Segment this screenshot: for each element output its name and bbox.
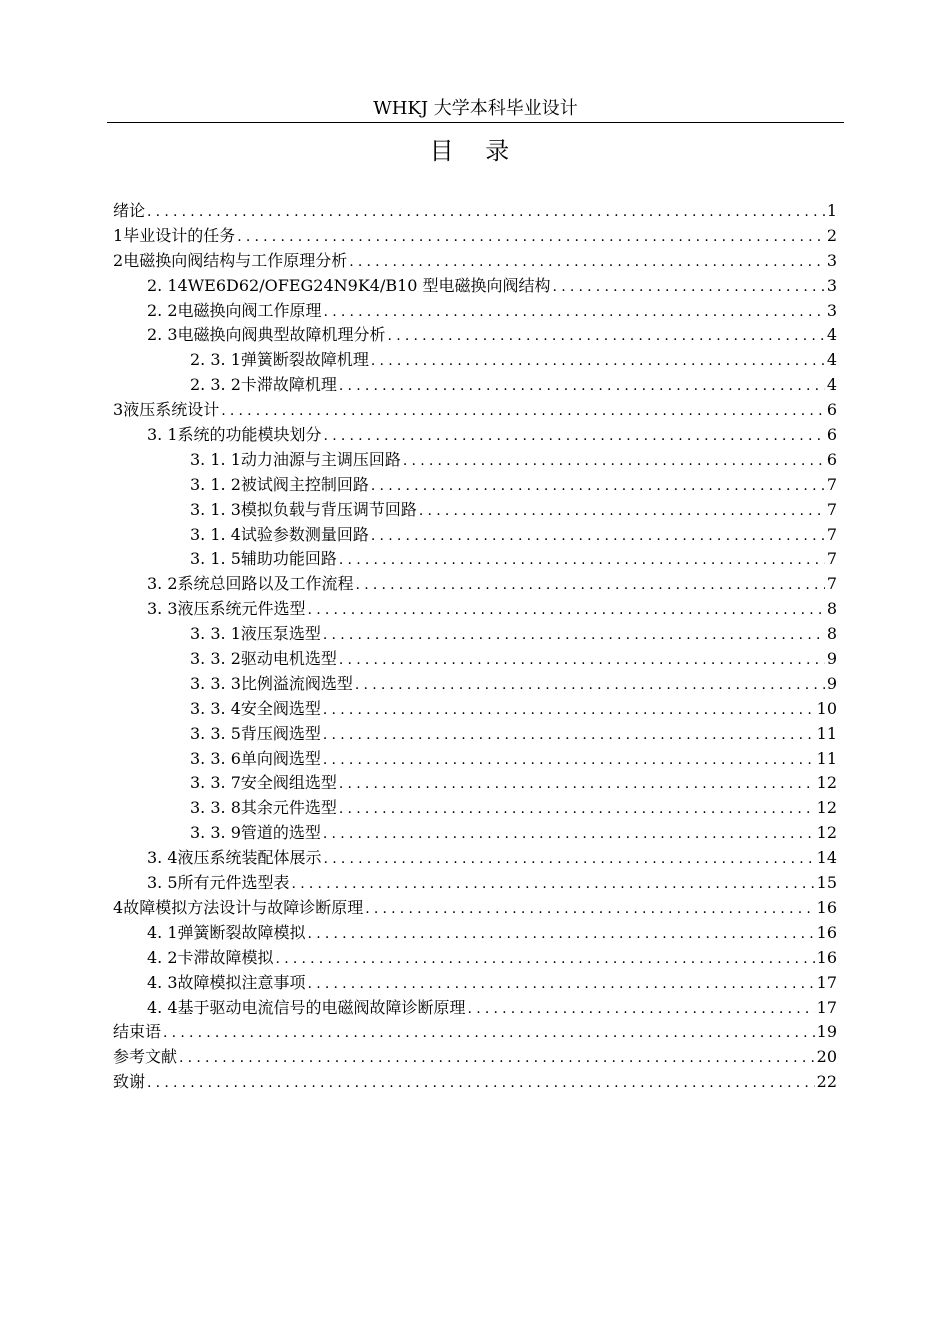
toc-entry[interactable] — [113, 821, 837, 846]
toc-dot-leader — [321, 698, 815, 723]
toc-entry-page: 14 — [816, 848, 837, 868]
toc-entry-page: 3 — [826, 275, 837, 295]
toc-entry-number: 3. 1 — [147, 425, 178, 445]
toc-entry-page: 2 — [826, 225, 837, 245]
toc-entry[interactable] — [113, 373, 837, 398]
toc-dot-leader — [386, 324, 825, 349]
toc-entry-title: 故障模拟方法设计与故障诊断原理 — [123, 897, 364, 917]
toc-dot-leader — [551, 275, 825, 300]
toc-entry-title: 所有元件选型表 — [177, 873, 290, 893]
toc-entry-page: 9 — [826, 673, 837, 693]
toc-dot-leader — [417, 499, 825, 524]
toc-dot-leader — [369, 524, 825, 549]
toc-dot-leader — [145, 200, 825, 225]
toc-entry-page: 17 — [816, 972, 837, 992]
toc-entry[interactable] — [113, 398, 837, 423]
toc-entry[interactable] — [113, 523, 837, 548]
toc-entry-title: 驱动电机选型 — [240, 649, 337, 669]
toc-dot-leader — [321, 822, 815, 847]
toc-entry-number: 3. 3. 3 — [190, 673, 241, 693]
toc-entry-title: 4WE6D62/OFEG24N9K4/B10 型电磁换向阀结构 — [177, 275, 551, 295]
toc-entry[interactable] — [113, 647, 837, 672]
toc-entry[interactable] — [113, 1020, 837, 1045]
toc-dot-leader — [347, 250, 825, 275]
toc-entry-number: 3. 3. 9 — [190, 823, 241, 843]
toc-entry-title: 系统的功能模块划分 — [177, 425, 322, 445]
toc-entry-page: 16 — [816, 947, 837, 967]
toc-dot-leader — [354, 573, 825, 598]
toc-dot-leader — [353, 673, 825, 698]
toc-entry-page: 3 — [826, 250, 837, 270]
toc-entry-title: 背压阀选型 — [240, 723, 321, 743]
toc-entry-page: 11 — [816, 723, 837, 743]
toc-entry-page: 8 — [826, 624, 837, 644]
toc-entry-page: 9 — [826, 649, 837, 669]
toc-entry[interactable] — [113, 498, 837, 523]
toc-dot-leader — [321, 748, 815, 773]
toc-entry-number: 3. 5 — [147, 873, 178, 893]
toc-entry-number: 3. 3. 1 — [190, 624, 241, 644]
toc-entry-title: 弹簧断裂故障机理 — [240, 350, 369, 370]
toc-entry-page: 12 — [816, 798, 837, 818]
toc-entry-page: 6 — [826, 425, 837, 445]
toc-entry[interactable] — [113, 299, 837, 324]
toc-entry-page: 6 — [826, 449, 837, 469]
toc-entry-page: 12 — [816, 773, 837, 793]
toc-entry[interactable] — [113, 971, 837, 996]
toc-entry-page: 7 — [826, 549, 837, 569]
toc-dot-leader — [290, 872, 815, 897]
toc-entry-number: 2. 2 — [147, 300, 178, 320]
toc-entry-number: 4. 1 — [147, 922, 178, 942]
toc-dot-leader — [369, 349, 825, 374]
toc-dot-leader — [337, 374, 825, 399]
toc-entry[interactable] — [113, 199, 837, 224]
toc-entry-number: 3. 3 — [147, 599, 178, 619]
toc-entry-title: 系统总回路以及工作流程 — [177, 574, 354, 594]
toc-entry-number: 2. 3. 1 — [190, 350, 241, 370]
toc-entry-title: 参考文献 — [113, 1047, 178, 1067]
toc-dot-leader — [369, 474, 825, 499]
toc-entry-number: 4 — [113, 897, 124, 917]
toc-dot-leader — [321, 623, 825, 648]
toc-dot-leader — [235, 225, 825, 250]
toc-dot-leader — [219, 399, 825, 424]
toc-entry-number: 2. 3 — [147, 325, 178, 345]
toc-entry-number: 4. 4 — [147, 997, 178, 1017]
toc-entry-number: 3. 2 — [147, 574, 178, 594]
toc-entry[interactable] — [113, 896, 837, 921]
toc-entry-page: 7 — [826, 524, 837, 544]
toc-entry-title: 绪论 — [113, 201, 146, 220]
toc-entry-title: 模拟负载与背压调节回路 — [240, 499, 417, 519]
toc-entry[interactable] — [113, 572, 837, 597]
toc-entry[interactable] — [113, 946, 837, 971]
toc-entry-number: 2 — [113, 250, 124, 270]
toc-dot-leader — [322, 847, 815, 872]
toc-entry-number: 3. 1. 5 — [190, 549, 241, 569]
toc-entry[interactable] — [113, 672, 837, 697]
toc-entry-title: 动力油源与主调压回路 — [240, 449, 401, 469]
toc-entry-number: 3. 1. 2 — [190, 474, 241, 494]
toc-entry-number: 3. 3. 5 — [190, 723, 241, 743]
toc-entry-number: 2. 1 — [147, 275, 178, 295]
toc-entry[interactable] — [113, 996, 837, 1021]
toc-entry[interactable] — [113, 747, 837, 772]
toc-entry-number: 3 — [113, 400, 124, 420]
toc-entry-number: 3. 1. 3 — [190, 499, 241, 519]
toc-dot-leader — [145, 1071, 815, 1096]
toc-dot-leader — [401, 449, 825, 474]
toc-entry-number: 2. 3. 2 — [190, 375, 241, 395]
toc-entry-title: 液压系统装配体展示 — [177, 848, 322, 868]
toc-entry-title: 比例溢流阀选型 — [240, 673, 353, 693]
toc-entry-page: 7 — [826, 574, 837, 594]
toc-entry-number: 3. 3. 4 — [190, 698, 241, 718]
toc-dot-leader — [177, 1046, 815, 1071]
toc-entry[interactable] — [113, 796, 837, 821]
toc-entry-title: 结束语 — [113, 1022, 162, 1042]
toc-entry[interactable] — [113, 423, 837, 448]
page-header: WHKJ 大学本科毕业设计 — [373, 98, 578, 119]
toc-dot-leader — [306, 972, 815, 997]
toc-entry-title: 液压泵选型 — [240, 624, 321, 644]
toc-entry-page: 1 — [826, 201, 837, 220]
toc-entry[interactable] — [113, 323, 837, 348]
toc-entry-page: 8 — [826, 599, 837, 619]
toc-entry[interactable] — [113, 1070, 837, 1095]
toc-entry-page: 3 — [826, 300, 837, 320]
toc-entry-number: 3. 4 — [147, 848, 178, 868]
toc-dot-leader — [337, 772, 815, 797]
toc-entry-number: 4. 3 — [147, 972, 178, 992]
toc-entry-number: 1 — [113, 225, 124, 245]
toc-entry-title: 毕业设计的任务 — [123, 225, 236, 245]
toc-entry[interactable] — [113, 473, 837, 498]
toc-entry-page: 15 — [816, 873, 837, 893]
toc-entry-page: 12 — [816, 823, 837, 843]
toc-dot-leader — [306, 598, 825, 623]
table-of-contents — [113, 199, 837, 1095]
toc-entry[interactable] — [113, 448, 837, 473]
toc-entry-title: 液压系统元件选型 — [177, 599, 306, 619]
toc-entry-title: 电磁换向阀结构与工作原理分析 — [123, 250, 348, 270]
toc-entry-title: 管道的选型 — [240, 823, 321, 843]
header-divider — [107, 122, 844, 123]
toc-dot-leader — [337, 648, 825, 673]
toc-entry[interactable] — [113, 871, 837, 896]
toc-entry-title: 卡滞故障机理 — [240, 375, 337, 395]
toc-dot-leader — [274, 947, 815, 972]
toc-dot-leader — [337, 797, 815, 822]
toc-entry[interactable] — [113, 1045, 837, 1070]
toc-dot-leader — [322, 424, 825, 449]
toc-entry-number: 3. 1. 4 — [190, 524, 241, 544]
toc-entry[interactable] — [113, 547, 837, 572]
toc-entry-page: 11 — [816, 748, 837, 768]
toc-entry-number: 3. 3. 8 — [190, 798, 241, 818]
toc-entry-title: 致谢 — [113, 1072, 146, 1092]
toc-entry[interactable] — [113, 722, 837, 747]
toc-entry-number: 3. 3. 6 — [190, 748, 241, 768]
toc-entry-number: 4. 2 — [147, 947, 178, 967]
toc-dot-leader — [321, 723, 815, 748]
toc-entry-title: 液压系统设计 — [123, 400, 220, 420]
toc-entry-number: 3. 3. 7 — [190, 773, 241, 793]
toc-dot-leader — [322, 300, 825, 325]
toc-entry-title: 试验参数测量回路 — [240, 524, 369, 544]
toc-entry-title: 安全阀组选型 — [240, 773, 337, 793]
toc-entry-title: 弹簧断裂故障模拟 — [177, 922, 306, 942]
toc-entry-page: 16 — [816, 897, 837, 917]
toc-dot-leader — [161, 1021, 815, 1046]
toc-entry-title: 被试阀主控制回路 — [240, 474, 369, 494]
toc-entry[interactable] — [113, 921, 837, 946]
toc-entry-page: 7 — [826, 474, 837, 494]
toc-entry-title: 辅助功能回路 — [240, 549, 337, 569]
toc-entry[interactable] — [113, 597, 837, 622]
toc-entry-page: 22 — [816, 1072, 837, 1092]
toc-entry[interactable] — [113, 771, 837, 796]
toc-entry-page: 6 — [826, 400, 837, 420]
toc-dot-leader — [466, 997, 815, 1022]
toc-entry[interactable] — [113, 846, 837, 871]
toc-entry-number: 3. 3. 2 — [190, 649, 241, 669]
toc-entry-page: 10 — [816, 698, 837, 718]
toc-entry-page: 20 — [816, 1047, 837, 1067]
toc-entry-page: 19 — [816, 1022, 837, 1042]
toc-entry-title: 故障模拟注意事项 — [177, 972, 306, 992]
toc-dot-leader — [363, 897, 814, 922]
toc-entry[interactable] — [113, 622, 837, 647]
toc-entry-page: 4 — [826, 350, 837, 370]
toc-entry-page: 17 — [816, 997, 837, 1017]
toc-entry[interactable] — [113, 348, 837, 373]
toc-entry[interactable] — [113, 249, 837, 274]
toc-entry-title: 电磁换向阀工作原理 — [177, 300, 322, 320]
toc-entry-title: 单向阀选型 — [240, 748, 321, 768]
toc-entry-title: 其余元件选型 — [240, 798, 337, 818]
toc-entry[interactable] — [113, 274, 837, 299]
toc-entry-number: 3. 1. 1 — [190, 449, 241, 469]
toc-entry[interactable] — [113, 697, 837, 722]
toc-entry-page: 16 — [816, 922, 837, 942]
page-title: 目 录 — [429, 137, 522, 165]
toc-entry-page: 4 — [826, 325, 837, 345]
toc-entry-title: 卡滞故障模拟 — [177, 947, 274, 967]
toc-entry-title: 电磁换向阀典型故障机理分析 — [177, 325, 386, 345]
toc-entry-page: 7 — [826, 499, 837, 519]
toc-entry[interactable] — [113, 224, 837, 249]
toc-dot-leader — [337, 548, 825, 573]
toc-dot-leader — [306, 922, 815, 947]
toc-entry-title: 安全阀选型 — [240, 698, 321, 718]
toc-entry-title: 基于驱动电流信号的电磁阀故障诊断原理 — [177, 997, 466, 1017]
toc-entry-page: 4 — [826, 375, 837, 395]
